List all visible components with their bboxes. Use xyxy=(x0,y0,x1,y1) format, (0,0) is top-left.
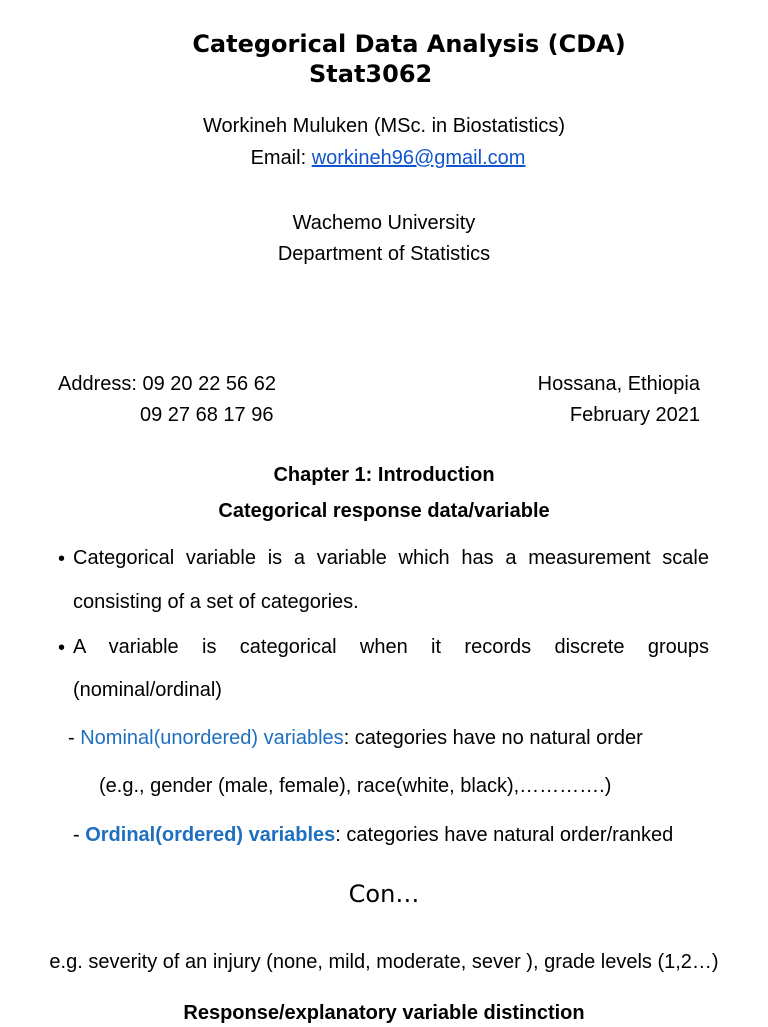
chapter-title: Chapter 1: Introduction xyxy=(273,464,495,486)
nominal-desc: : categories have no natural order xyxy=(343,727,643,749)
phone-2: 09 27 68 17 96 xyxy=(140,404,274,426)
location: Hossana, Ethiopia xyxy=(537,373,700,395)
department-name: Department of Statistics xyxy=(277,243,491,265)
ordinal-line xyxy=(73,821,673,849)
page-title: Categorical Data Analysis (CDA) xyxy=(192,30,626,58)
nominal-dash: - xyxy=(68,727,81,749)
email-label: Email: xyxy=(250,147,312,169)
course-code: Stat3062 xyxy=(309,60,433,88)
university-name: Wachemo University xyxy=(292,212,476,234)
nominal-example: (e.g., gender (male, female), race(white, black),………….) xyxy=(99,775,612,797)
nominal-term: Nominal(unordered) variables xyxy=(80,727,344,749)
bullet-symbol: • xyxy=(58,637,66,659)
address-label: Address: xyxy=(58,373,143,395)
example-ordinal: e.g. severity of an injury (none, mild, moderate, sever ), grade levels (1,2…) xyxy=(49,951,719,973)
bullet-1-line-2: consisting of a set of categories. xyxy=(73,591,359,613)
ordinal-dash: - xyxy=(73,824,86,846)
chapter-subtitle: Categorical response data/variable xyxy=(218,500,550,522)
ordinal-desc: : categories have natural order/ranked xyxy=(335,824,674,846)
bullet-1-line-1: Categorical variable is a variable which has a measurement scale xyxy=(73,547,709,569)
continued-heading: Con… xyxy=(348,880,420,908)
phone-1: 09 20 22 56 62 xyxy=(142,373,276,395)
bullet-2-line-1: A variable is categorical when it records discrete groups xyxy=(73,636,709,658)
ordinal-term: Ordinal(ordered) variables xyxy=(85,824,336,846)
nominal-line xyxy=(68,724,643,752)
email-link[interactable]: workineh96@gmail.com xyxy=(311,147,526,169)
bullet-symbol: • xyxy=(58,548,66,570)
section-2-title: Response/explanatory variable distinction xyxy=(183,1002,585,1024)
author-name: Workineh Muluken (MSc. in Biostatistics) xyxy=(203,115,565,137)
date: February 2021 xyxy=(569,404,700,426)
address-line xyxy=(58,370,276,398)
bullet-2-line-2: (nominal/ordinal) xyxy=(73,679,222,701)
author-email-line xyxy=(0,144,768,172)
